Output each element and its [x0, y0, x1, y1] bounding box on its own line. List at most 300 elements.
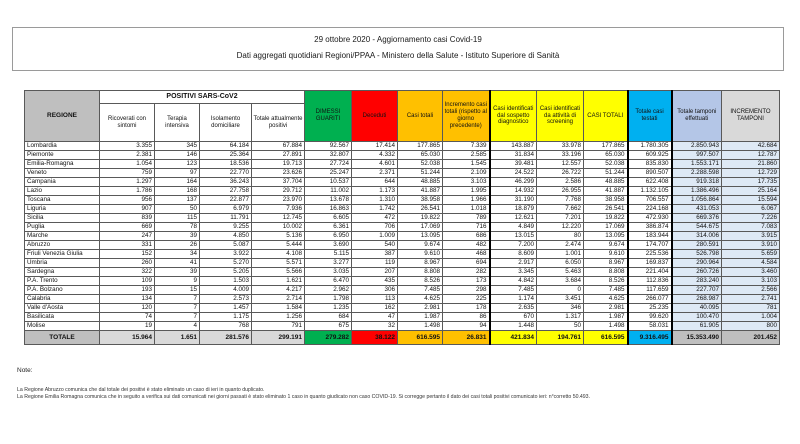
value-cell: 609.925: [628, 151, 672, 160]
value-cell: 3.035: [305, 268, 352, 277]
value-cell: 7.339: [443, 142, 490, 151]
value-cell: 112.836: [628, 277, 672, 286]
value-cell: 5.463: [537, 268, 584, 277]
header-row-groups: [25, 91, 780, 104]
header-incremento-tamponi: INCREMENTO TAMPONI: [722, 91, 780, 142]
value-cell: 23.626: [252, 169, 305, 178]
value-cell: 26.541: [398, 205, 443, 214]
value-cell: 997.507: [672, 151, 722, 160]
value-cell: 143.887: [490, 142, 537, 151]
value-cell: 331: [100, 241, 155, 250]
value-cell: 17.735: [722, 178, 780, 187]
value-cell: 52.038: [398, 160, 443, 169]
value-cell: 2.573: [200, 295, 252, 304]
value-cell: 8.967: [584, 259, 628, 268]
region-name-cell: Calabria: [25, 295, 100, 304]
value-cell: 7.485: [490, 286, 537, 295]
value-cell: 58.031: [628, 322, 672, 331]
table-row-basilicata: [25, 313, 780, 322]
value-cell: 1.056.864: [672, 196, 722, 205]
value-cell: 4.332: [352, 151, 398, 160]
value-cell: 10.537: [305, 178, 352, 187]
value-cell: 8.808: [584, 268, 628, 277]
value-cell: 1.798: [305, 295, 352, 304]
value-cell: 8.808: [398, 268, 443, 277]
value-cell: 5.087: [200, 241, 252, 250]
value-cell: 65.030: [584, 151, 628, 160]
value-cell: 8.609: [490, 250, 537, 259]
value-cell: 12.729: [722, 169, 780, 178]
value-cell: 47: [352, 313, 398, 322]
header-terapia-intensiva: Terapia intensiva: [155, 104, 200, 142]
value-cell: 2.962: [305, 286, 352, 295]
value-cell: 2.714: [252, 295, 305, 304]
value-cell: 5.571: [252, 259, 305, 268]
value-cell: 27.758: [200, 187, 252, 196]
value-cell: 51.244: [398, 169, 443, 178]
value-cell: 1.297: [100, 178, 155, 187]
header-isolamento-domiciliare: Isolamento domiciliare: [200, 104, 252, 142]
value-cell: 16.863: [305, 205, 352, 214]
value-cell: 791: [252, 322, 305, 331]
value-cell: 13.015: [490, 232, 537, 241]
value-cell: 26.541: [584, 205, 628, 214]
value-cell: 670: [490, 313, 537, 322]
value-cell: 48.885: [584, 178, 628, 187]
value-cell: 227.707: [672, 286, 722, 295]
value-cell: 1.173: [352, 187, 398, 196]
value-cell: 22.877: [200, 196, 252, 205]
header-ricoverati-con-sintomi: Ricoverati con sintomi: [100, 104, 155, 142]
value-cell: 7.201: [537, 214, 584, 223]
value-cell: 5.659: [722, 250, 780, 259]
value-cell: 168: [155, 187, 200, 196]
value-cell: 266.077: [628, 295, 672, 304]
value-cell: 18.879: [490, 205, 537, 214]
value-cell: 2.474: [537, 241, 584, 250]
value-cell: 5.136: [252, 232, 305, 241]
value-cell: 2.109: [443, 169, 490, 178]
bulletin-title-box: [12, 27, 784, 71]
value-cell: 12.621: [490, 214, 537, 223]
value-cell: 800: [722, 322, 780, 331]
value-cell: 169.837: [628, 259, 672, 268]
value-cell: 97: [155, 169, 200, 178]
value-cell: 26.722: [537, 169, 584, 178]
value-cell: 39: [155, 232, 200, 241]
value-cell: 7.485: [584, 286, 628, 295]
region-name-cell: P.A. Bolzano: [25, 286, 100, 295]
value-cell: 67.884: [252, 142, 305, 151]
value-cell: 290.964: [672, 259, 722, 268]
value-cell: 675: [305, 322, 352, 331]
value-cell: 4.625: [398, 295, 443, 304]
value-cell: 669: [100, 223, 155, 232]
value-cell: 17.414: [352, 142, 398, 151]
value-cell: 32.807: [305, 151, 352, 160]
value-cell: 9.610: [398, 250, 443, 259]
value-cell: 7.485: [398, 286, 443, 295]
value-cell: 225.536: [628, 250, 672, 259]
value-cell: 4.849: [490, 223, 537, 232]
totale-value-cell: 9.316.495: [628, 331, 672, 345]
table-row-veneto: [25, 169, 780, 178]
value-cell: 193: [100, 286, 155, 295]
value-cell: 694: [443, 259, 490, 268]
value-cell: 4.625: [584, 295, 628, 304]
value-cell: 100.470: [672, 313, 722, 322]
value-cell: 6.050: [537, 259, 584, 268]
value-cell: 2.381: [100, 151, 155, 160]
value-cell: 25.364: [200, 151, 252, 160]
value-cell: 64.184: [200, 142, 252, 151]
value-cell: 3.277: [305, 259, 352, 268]
table-row-abruzzo: [25, 241, 780, 250]
value-cell: 42.684: [722, 142, 780, 151]
notes-lines: [17, 387, 787, 401]
value-cell: 18.536: [200, 160, 252, 169]
note-line: La Regione Abruzzo comunica che dal totale dei positivi è stato eliminato un caso di ieri in quanto duplicato.: [17, 387, 265, 393]
region-name-cell: Friuli Venezia Giulia: [25, 250, 100, 259]
value-cell: 3.103: [443, 178, 490, 187]
value-cell: 65.030: [398, 151, 443, 160]
value-cell: 3.684: [537, 277, 584, 286]
region-name-cell: Lazio: [25, 187, 100, 196]
value-cell: 1.132.105: [628, 187, 672, 196]
header-regione: REGIONE: [25, 91, 100, 142]
bulletin-date-title: 29 ottobre 2020 - Aggiornamento casi Covid-19: [314, 35, 482, 44]
totale-value-cell: 15.353.490: [672, 331, 722, 345]
value-cell: 225: [443, 295, 490, 304]
value-cell: 268.987: [672, 295, 722, 304]
value-cell: 13.095: [398, 232, 443, 241]
value-cell: 1.498: [398, 322, 443, 331]
value-cell: 207: [352, 268, 398, 277]
totale-label-cell: TOTALE: [25, 331, 100, 345]
value-cell: 164: [155, 178, 200, 187]
value-cell: 80: [537, 232, 584, 241]
value-cell: 346: [537, 304, 584, 313]
value-cell: 120: [100, 304, 155, 313]
value-cell: 839: [100, 214, 155, 223]
region-name-cell: Puglia: [25, 223, 100, 232]
totale-value-cell: 1.651: [155, 331, 200, 345]
value-cell: 31.834: [490, 151, 537, 160]
value-cell: 298: [443, 286, 490, 295]
value-cell: 38.958: [584, 196, 628, 205]
value-cell: 306: [352, 286, 398, 295]
value-cell: 11.002: [305, 187, 352, 196]
value-cell: 117.659: [628, 286, 672, 295]
value-cell: 162: [352, 304, 398, 313]
value-cell: 345: [155, 142, 200, 151]
value-cell: 1.001: [537, 250, 584, 259]
value-cell: 260: [100, 259, 155, 268]
value-cell: 78: [155, 223, 200, 232]
value-cell: 27.724: [305, 160, 352, 169]
table-row-molise: [25, 322, 780, 331]
table-row-piemonte: [25, 151, 780, 160]
value-cell: 322: [100, 268, 155, 277]
table-row-lombardia: [25, 142, 780, 151]
value-cell: 183.944: [628, 232, 672, 241]
table-row-campania: [25, 178, 780, 187]
value-cell: 247: [100, 232, 155, 241]
value-cell: 706.557: [628, 196, 672, 205]
value-cell: 7.662: [537, 205, 584, 214]
table-row-umbria: [25, 259, 780, 268]
value-cell: 177.865: [584, 142, 628, 151]
value-cell: 39: [155, 268, 200, 277]
value-cell: 4.217: [252, 286, 305, 295]
value-cell: 540: [352, 241, 398, 250]
value-cell: 27.891: [252, 151, 305, 160]
table-row-marche: [25, 232, 780, 241]
value-cell: 1.987: [584, 313, 628, 322]
value-cell: 956: [100, 196, 155, 205]
value-cell: 115: [155, 214, 200, 223]
value-cell: 2.585: [443, 151, 490, 160]
region-name-cell: Marche: [25, 232, 100, 241]
notes-section: [17, 367, 787, 401]
value-cell: 2.850.943: [672, 142, 722, 151]
region-name-cell: P.A. Trento: [25, 277, 100, 286]
value-cell: 5.444: [252, 241, 305, 250]
value-cell: 25.235: [628, 304, 672, 313]
value-cell: 36.243: [200, 178, 252, 187]
value-cell: 1.054: [100, 160, 155, 169]
value-cell: 526.798: [672, 250, 722, 259]
value-cell: 435: [352, 277, 398, 286]
value-cell: 431.053: [672, 205, 722, 214]
note-line: La Regione Emilia Romagna comunica che in seguito a verifica sui dati comunicati nei giorni passati è stato eliminato 1 caso in quanto giudicato non caso COVID-19. Si corregge pertanto il dato dei casi totali positivi comunicato ieri: n°corretto 50.493.: [17, 393, 591, 400]
value-cell: 7.768: [537, 196, 584, 205]
value-cell: 669.376: [672, 214, 722, 223]
value-cell: 33.196: [537, 151, 584, 160]
value-cell: 152: [100, 250, 155, 259]
value-cell: 919.318: [672, 178, 722, 187]
value-cell: 74: [100, 313, 155, 322]
value-cell: 12.220: [537, 223, 584, 232]
region-name-cell: Molise: [25, 322, 100, 331]
region-name-cell: Sardegna: [25, 268, 100, 277]
value-cell: 26.955: [537, 187, 584, 196]
value-cell: 134: [100, 295, 155, 304]
value-cell: 12.787: [722, 151, 780, 160]
table-row-calabria: [25, 295, 780, 304]
region-name-cell: Lombardia: [25, 142, 100, 151]
value-cell: 1.995: [443, 187, 490, 196]
header-dimessi-guariti: DIMESSI GUARITI: [305, 91, 352, 142]
region-name-cell: Abruzzo: [25, 241, 100, 250]
value-cell: 24.522: [490, 169, 537, 178]
table-row-totale: [25, 331, 780, 345]
value-cell: 768: [200, 322, 252, 331]
header-deceduti: Deceduti: [352, 91, 398, 142]
value-cell: 17.069: [398, 223, 443, 232]
region-name-cell: Toscana: [25, 196, 100, 205]
table-row-sardegna: [25, 268, 780, 277]
value-cell: 119: [352, 259, 398, 268]
value-cell: 109: [100, 277, 155, 286]
value-cell: 3.460: [722, 268, 780, 277]
value-cell: 48.885: [398, 178, 443, 187]
region-name-cell: Valle d'Aosta: [25, 304, 100, 313]
value-cell: 4: [155, 322, 200, 331]
value-cell: 23.970: [252, 196, 305, 205]
value-cell: 482: [443, 241, 490, 250]
region-name-cell: Basilicata: [25, 313, 100, 322]
value-cell: 472: [352, 214, 398, 223]
table-row-lazio: [25, 187, 780, 196]
value-cell: 33.978: [537, 142, 584, 151]
value-cell: 50: [537, 322, 584, 331]
value-cell: 4.601: [352, 160, 398, 169]
value-cell: 3.910: [722, 241, 780, 250]
value-cell: 12.745: [252, 214, 305, 223]
value-cell: 177.865: [398, 142, 443, 151]
table-row-sicilia: [25, 214, 780, 223]
value-cell: 10.002: [252, 223, 305, 232]
region-name-cell: Veneto: [25, 169, 100, 178]
value-cell: 6.605: [305, 214, 352, 223]
value-cell: 6.979: [200, 205, 252, 214]
value-cell: 1.174: [490, 295, 537, 304]
totale-value-cell: 421.834: [490, 331, 537, 345]
value-cell: 7.226: [722, 214, 780, 223]
value-cell: 41.887: [398, 187, 443, 196]
value-cell: 280.591: [672, 241, 722, 250]
value-cell: 2.981: [398, 304, 443, 313]
value-cell: 174.707: [628, 241, 672, 250]
value-cell: 9.674: [398, 241, 443, 250]
value-cell: 0: [537, 286, 584, 295]
value-cell: 1.742: [352, 205, 398, 214]
value-cell: 1.175: [200, 313, 252, 322]
bulletin-subtitle: Dati aggregati quotidiani Regioni/PPAA - Ministero della Salute - Istituto Superiore di Sanità: [236, 51, 560, 60]
table-row-valle-d-aosta: [25, 304, 780, 313]
value-cell: 12.557: [537, 160, 584, 169]
table-row-p-a-bolzano: [25, 286, 780, 295]
value-cell: 5.270: [200, 259, 252, 268]
header-casi-totali: Casi totali: [398, 91, 443, 142]
region-name-cell: Sicilia: [25, 214, 100, 223]
value-cell: 3.355: [100, 142, 155, 151]
value-cell: 644: [352, 178, 398, 187]
value-cell: 13.095: [584, 232, 628, 241]
value-cell: 1.786: [100, 187, 155, 196]
value-cell: 21.860: [722, 160, 780, 169]
header-casi-identificati-da-attivit-di-screening: Casi identificati da attività di screening: [537, 91, 584, 142]
value-cell: 3.690: [305, 241, 352, 250]
region-name-cell: Piemonte: [25, 151, 100, 160]
totale-value-cell: 299.191: [252, 331, 305, 345]
value-cell: 37.704: [252, 178, 305, 187]
value-cell: 1.457: [200, 304, 252, 313]
value-cell: 19.713: [252, 160, 305, 169]
value-cell: 835.830: [628, 160, 672, 169]
value-cell: 1.584: [252, 304, 305, 313]
value-cell: 22.770: [200, 169, 252, 178]
value-cell: 61.905: [672, 322, 722, 331]
value-cell: 7.083: [722, 223, 780, 232]
totale-value-cell: 201.452: [722, 331, 780, 345]
table-row-liguria: [25, 205, 780, 214]
value-cell: 17.069: [584, 223, 628, 232]
value-cell: 41: [155, 259, 200, 268]
region-name-cell: Campania: [25, 178, 100, 187]
table-row-puglia: [25, 223, 780, 232]
value-cell: 1.448: [490, 322, 537, 331]
value-cell: 789: [443, 214, 490, 223]
value-cell: 4.009: [200, 286, 252, 295]
value-cell: 7: [155, 295, 200, 304]
totale-value-cell: 194.761: [537, 331, 584, 345]
value-cell: 5.566: [252, 268, 305, 277]
value-cell: 1.235: [305, 304, 352, 313]
value-cell: 781: [722, 304, 780, 313]
value-cell: 890.507: [628, 169, 672, 178]
value-cell: 1.553.171: [672, 160, 722, 169]
value-cell: 1.987: [398, 313, 443, 322]
value-cell: 3.922: [200, 250, 252, 259]
value-cell: 2.288.598: [672, 169, 722, 178]
value-cell: 4.842: [490, 277, 537, 286]
value-cell: 2.635: [490, 304, 537, 313]
value-cell: 1.966: [443, 196, 490, 205]
value-cell: 472.930: [628, 214, 672, 223]
table-row-friuli-venezia-giulia: [25, 250, 780, 259]
region-name-cell: Emilia-Romagna: [25, 160, 100, 169]
header-casi-identificati-dal-sospetto-diagnostico: Casi identificati dal sospetto diagnostico: [490, 91, 537, 142]
value-cell: 283.240: [672, 277, 722, 286]
value-cell: 38.958: [398, 196, 443, 205]
value-cell: 94: [443, 322, 490, 331]
notes-label: Note:: [17, 367, 33, 374]
totale-value-cell: 279.282: [305, 331, 352, 345]
header-totale-attualmente-positivi: Totale attualmente positivi: [252, 104, 305, 142]
value-cell: 7.936: [252, 205, 305, 214]
region-name-cell: Umbria: [25, 259, 100, 268]
value-cell: 4.584: [722, 259, 780, 268]
value-cell: 1.018: [443, 205, 490, 214]
value-cell: 3.915: [722, 232, 780, 241]
totale-value-cell: 616.595: [584, 331, 628, 345]
value-cell: 46.299: [490, 178, 537, 187]
value-cell: 387: [352, 250, 398, 259]
value-cell: 13.678: [305, 196, 352, 205]
value-cell: 123: [155, 160, 200, 169]
totale-value-cell: 38.122: [352, 331, 398, 345]
value-cell: 8.526: [584, 277, 628, 286]
value-cell: 3.451: [537, 295, 584, 304]
value-cell: 25.164: [722, 187, 780, 196]
value-cell: 92.567: [305, 142, 352, 151]
value-cell: 34: [155, 250, 200, 259]
value-cell: 2.371: [352, 169, 398, 178]
value-cell: 19: [100, 322, 155, 331]
totale-value-cell: 15.964: [100, 331, 155, 345]
value-cell: 7: [155, 304, 200, 313]
header-totale-casi-testati: Totale casi testati: [628, 91, 672, 142]
value-cell: 1.780.305: [628, 142, 672, 151]
value-cell: 32: [352, 322, 398, 331]
value-cell: 15: [155, 286, 200, 295]
value-cell: 544.675: [672, 223, 722, 232]
region-name-cell: Liguria: [25, 205, 100, 214]
value-cell: 4.850: [200, 232, 252, 241]
table-row-toscana: [25, 196, 780, 205]
